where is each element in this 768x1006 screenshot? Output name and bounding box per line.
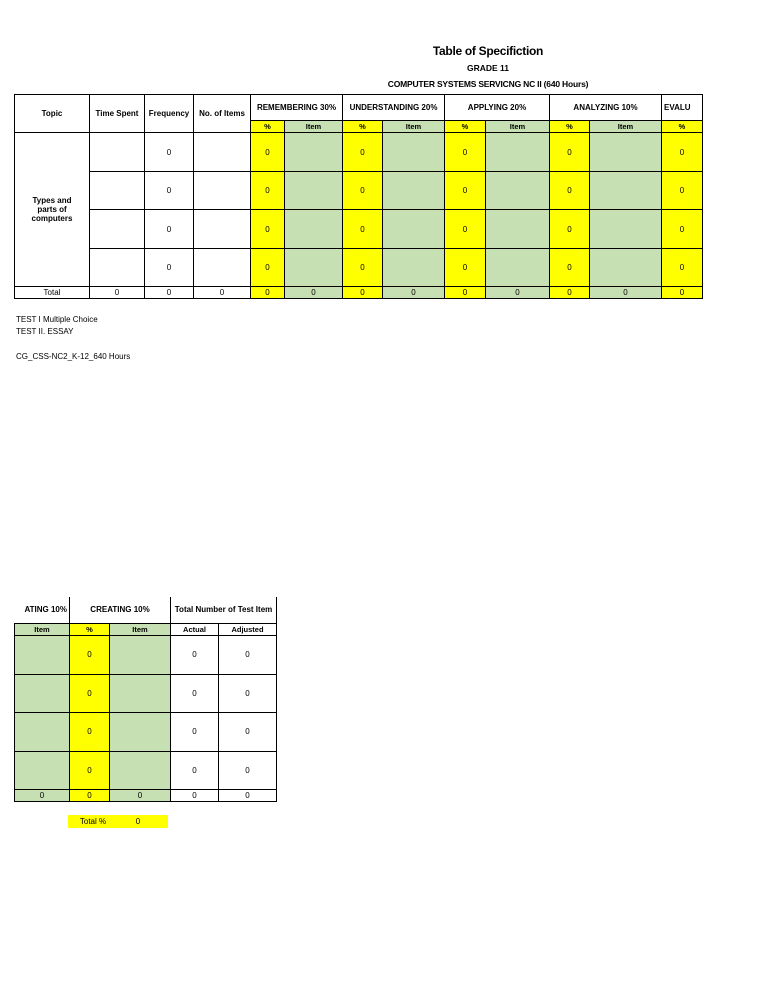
actual-cell: 0	[171, 674, 219, 712]
item-cell[interactable]	[285, 133, 343, 172]
total-pct-cell: 0	[251, 287, 285, 299]
total-item-cell: 0	[285, 287, 343, 299]
pct-header: %	[70, 623, 110, 635]
table-row	[15, 210, 703, 249]
table-row	[15, 712, 277, 751]
grade-label: GRADE 11	[466, 63, 510, 73]
total-item-cell: 0	[383, 287, 445, 299]
pct-cell: 0	[251, 249, 285, 287]
topic-cell: Types and parts of computers	[15, 133, 90, 287]
header-applying: APPLYING 20%	[445, 95, 550, 121]
pct-cell: 0	[662, 249, 703, 287]
header-creating: CREATING 10%	[70, 597, 171, 623]
item-header: Item	[383, 121, 445, 133]
item-header: Item	[285, 121, 343, 133]
actual-cell: 0	[171, 712, 219, 751]
document-title: Table of Specifiction	[432, 44, 544, 58]
specification-table-continued	[14, 597, 277, 802]
total-row	[15, 789, 277, 801]
title-block	[350, 44, 626, 89]
pct-header: %	[445, 121, 486, 133]
total-time-spent: 0	[90, 287, 145, 299]
table-row	[15, 751, 277, 789]
item-cell[interactable]	[15, 751, 70, 789]
pct-cell: 0	[251, 172, 285, 210]
table-row	[15, 635, 277, 674]
actual-header: Actual	[171, 623, 219, 635]
total-label: Total	[15, 287, 90, 299]
total-pct-cell: 0	[70, 789, 110, 801]
item-cell[interactable]	[110, 674, 171, 712]
total-actual: 0	[171, 789, 219, 801]
item-cell[interactable]	[383, 133, 445, 172]
total-pct-cell: 0	[550, 287, 590, 299]
pct-cell: 0	[445, 172, 486, 210]
header-evaluating: EVALU	[662, 95, 703, 121]
item-cell[interactable]	[383, 210, 445, 249]
total-adjusted: 0	[219, 789, 277, 801]
item-header: Item	[486, 121, 550, 133]
pct-cell: 0	[70, 674, 110, 712]
header-understanding: UNDERSTANDING 20%	[343, 95, 445, 121]
pct-cell: 0	[445, 210, 486, 249]
item-cell[interactable]	[285, 210, 343, 249]
frequency-cell: 0	[145, 133, 194, 172]
pct-cell: 0	[445, 249, 486, 287]
total-item-cell: 0	[110, 789, 171, 801]
total-frequency: 0	[145, 287, 194, 299]
no-items-cell[interactable]	[194, 210, 251, 249]
test-1-note: TEST I Multiple Choice	[16, 315, 98, 324]
pct-cell: 0	[445, 133, 486, 172]
actual-cell: 0	[171, 635, 219, 674]
item-cell[interactable]	[486, 133, 550, 172]
table-row	[15, 133, 703, 172]
table-row	[15, 674, 277, 712]
item-cell[interactable]	[110, 635, 171, 674]
no-items-cell[interactable]	[194, 172, 251, 210]
pct-cell: 0	[343, 172, 383, 210]
frequency-cell: 0	[145, 172, 194, 210]
pct-cell: 0	[70, 635, 110, 674]
pct-cell: 0	[662, 210, 703, 249]
frequency-cell: 0	[145, 210, 194, 249]
time-spent-cell[interactable]	[90, 249, 145, 287]
pct-cell: 0	[550, 210, 590, 249]
item-cell[interactable]	[110, 751, 171, 789]
no-items-cell[interactable]	[194, 133, 251, 172]
table-row	[15, 249, 703, 287]
pct-cell: 0	[70, 712, 110, 751]
total-percent-box	[68, 815, 168, 828]
header-time-spent: Time Spent	[90, 95, 145, 133]
total-row	[15, 287, 703, 299]
item-header: Item	[15, 623, 70, 635]
pct-cell: 0	[251, 133, 285, 172]
total-pct-cell: 0	[662, 287, 703, 299]
test-2-note: TEST II. ESSAY	[16, 327, 74, 336]
header-analyzing: ANALYZING 10%	[550, 95, 662, 121]
total-pct-cell: 0	[445, 287, 486, 299]
pct-cell: 0	[550, 133, 590, 172]
item-cell[interactable]	[486, 172, 550, 210]
adjusted-header: Adjusted	[219, 623, 277, 635]
pct-header: %	[550, 121, 590, 133]
adjusted-cell: 0	[219, 635, 277, 674]
time-spent-cell[interactable]	[90, 133, 145, 172]
frequency-cell: 0	[145, 249, 194, 287]
item-cell[interactable]	[590, 210, 662, 249]
item-cell[interactable]	[486, 210, 550, 249]
total-no-items: 0	[194, 287, 251, 299]
header-remembering: REMEMBERING 30%	[251, 95, 343, 121]
total-pct-cell: 0	[343, 287, 383, 299]
time-spent-cell[interactable]	[90, 210, 145, 249]
item-cell[interactable]	[15, 674, 70, 712]
pct-cell: 0	[550, 249, 590, 287]
item-cell[interactable]	[110, 712, 171, 751]
header-total-number: Total Number of Test Item	[171, 597, 277, 623]
specification-table	[14, 94, 703, 299]
adjusted-cell: 0	[219, 751, 277, 789]
item-cell[interactable]	[285, 172, 343, 210]
adjusted-cell: 0	[219, 674, 277, 712]
pct-cell: 0	[343, 249, 383, 287]
course-label: COMPUTER SYSTEMS SERVICNG NC II (640 Hours)	[387, 79, 589, 89]
total-percent-value: 0	[135, 817, 141, 826]
no-items-cell[interactable]	[194, 249, 251, 287]
header-topic: Topic	[15, 95, 90, 133]
item-header: Item	[590, 121, 662, 133]
pct-cell: 0	[251, 210, 285, 249]
pct-header: %	[662, 121, 703, 133]
total-percent-label: Total %	[79, 817, 107, 826]
item-cell[interactable]	[590, 133, 662, 172]
pct-cell: 0	[70, 751, 110, 789]
item-cell[interactable]	[590, 249, 662, 287]
curriculum-code: CG_CSS-NC2_K-12_640 Hours	[16, 352, 131, 361]
total-item-cell: 0	[15, 789, 70, 801]
item-cell[interactable]	[383, 249, 445, 287]
total-item-cell: 0	[590, 287, 662, 299]
item-cell[interactable]	[486, 249, 550, 287]
header-evaluating-continued: ATING 10%	[15, 597, 70, 623]
pct-cell: 0	[662, 172, 703, 210]
pct-cell: 0	[550, 172, 590, 210]
pct-header: %	[343, 121, 383, 133]
item-cell[interactable]	[15, 635, 70, 674]
table-row	[15, 172, 703, 210]
item-header: Item	[110, 623, 171, 635]
header-frequency: Frequency	[145, 95, 194, 133]
item-cell[interactable]	[15, 712, 70, 751]
item-cell[interactable]	[590, 172, 662, 210]
pct-cell: 0	[662, 133, 703, 172]
total-item-cell: 0	[486, 287, 550, 299]
item-cell[interactable]	[383, 172, 445, 210]
item-cell[interactable]	[285, 249, 343, 287]
header-no-items: No. of Items	[194, 95, 251, 133]
pct-cell: 0	[343, 210, 383, 249]
time-spent-cell[interactable]	[90, 172, 145, 210]
pct-header: %	[251, 121, 285, 133]
actual-cell: 0	[171, 751, 219, 789]
adjusted-cell: 0	[219, 712, 277, 751]
pct-cell: 0	[343, 133, 383, 172]
